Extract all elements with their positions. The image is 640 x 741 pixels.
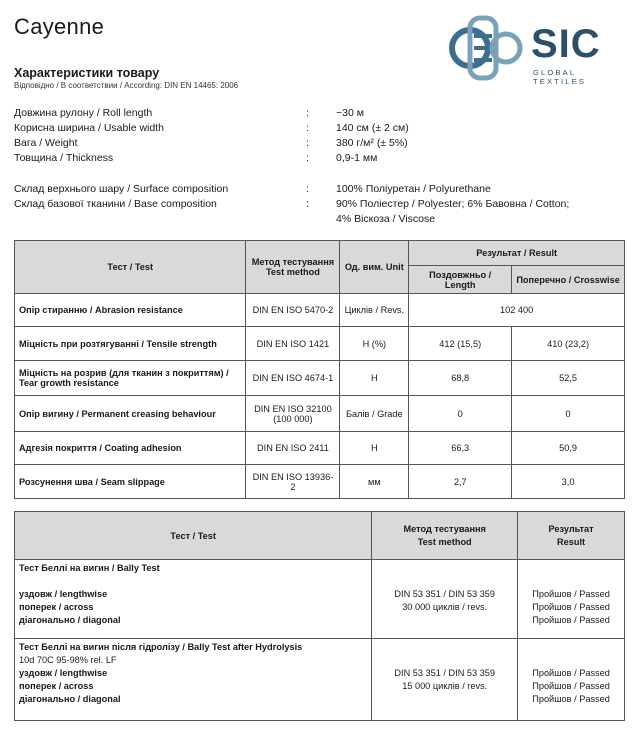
spec-value: 90% Поліестер / Polyester; 6% Бавовна / Cotton; [336, 198, 570, 210]
spec-separator: : [306, 183, 309, 195]
test-description [15, 560, 372, 639]
spec-separator: : [306, 152, 309, 164]
test-unit: Балів / Grade [340, 396, 409, 432]
test-direction: поперек / across [19, 681, 94, 691]
result-crosswise: 0 [512, 396, 625, 432]
result-length: 66,3 [409, 432, 512, 465]
logo-mark-icon [448, 12, 528, 84]
method-header-line: Метод тестування [403, 523, 486, 534]
test-name: Опір вигину / Permanent creasing behaviour [15, 396, 246, 432]
test-direction: уздовж / lengthwise [19, 589, 108, 599]
test-condition: 10d 70C 95-98% rel. LF [19, 655, 117, 665]
spec-label: Корисна ширина / Usable width [14, 122, 164, 134]
spec-label: Склад базової тканини / Base composition [14, 198, 217, 210]
result-combined: 102 400 [409, 294, 625, 327]
logo-subtext: GLOBAL TEXTILES [533, 68, 587, 86]
col-header-length: Поздовжньо / Length [409, 266, 512, 294]
spec-value: ~30 м [336, 107, 364, 119]
test-unit: Н [340, 432, 409, 465]
method-line: 15 000 циклів / revs. [402, 681, 488, 691]
spec-separator: : [306, 198, 309, 210]
spacer [19, 575, 367, 588]
test-unit: Н (%) [340, 327, 409, 361]
test-method: DIN EN ISO 5470-2 [246, 294, 340, 327]
method-line: 30 000 циклів / revs. [402, 602, 488, 612]
result-crosswise: 50,9 [512, 432, 625, 465]
spec-label: Склад верхнього шару / Surface composition [14, 183, 229, 195]
result-crosswise: 52,5 [512, 361, 625, 396]
test-description [15, 639, 372, 721]
spec-value: 380 г/м² (± 5%) [336, 137, 408, 149]
table-row [15, 396, 625, 432]
method-line: DIN 53 351 / DIN 53 359 [394, 589, 496, 599]
test-method: DIN EN ISO 32100 (100 000) [246, 396, 340, 432]
bally-test-table [14, 511, 625, 721]
method-line: DIN 53 351 / DIN 53 359 [394, 668, 496, 678]
test-name: Опір стиранню / Abrasion resistance [15, 294, 246, 327]
test-result [518, 639, 625, 721]
table-row [15, 639, 625, 721]
result-crosswise: 3,0 [512, 465, 625, 499]
test-method: DIN EN ISO 4674-1 [246, 361, 340, 396]
col-header-test: Тест / Test [15, 241, 246, 294]
spec-label: Вага / Weight [14, 137, 78, 149]
test-unit: мм [340, 465, 409, 499]
sic-logo [448, 12, 628, 84]
test-name: Міцність на розрив (для тканин з покриттям) / Tear growth resistance [15, 361, 246, 396]
result-line: Пройшов / Passed [532, 694, 610, 704]
test-unit: Циклів / Revs. [340, 294, 409, 327]
test-direction: поперек / across [19, 602, 94, 612]
result-line: Пройшов / Passed [532, 602, 610, 612]
test-direction: діагонально / diagonal [19, 694, 121, 704]
col-header-result: Результат / Result [409, 241, 625, 266]
col-header-test: Тест / Test [15, 512, 372, 560]
properties-table [14, 240, 625, 499]
product-title: Cayenne [14, 14, 105, 39]
spec-separator: : [306, 122, 309, 134]
logo-text: SIC [531, 22, 601, 66]
col-header-crosswise: Поперечно / Crosswise [512, 266, 625, 294]
spec-label: Товщина / Thickness [14, 152, 114, 164]
result-length: 0 [409, 396, 512, 432]
result-length: 412 (15,5) [409, 327, 512, 361]
result-line: Пройшов / Passed [532, 668, 610, 678]
test-unit: Н [340, 361, 409, 396]
result-line: Пройшов / Passed [532, 681, 610, 691]
table-row [15, 560, 625, 639]
test-direction: діагонально / diagonal [19, 615, 121, 625]
table-row [15, 432, 625, 465]
test-title: Тест Беллі на вигин після гідролізу / Bally Test after Hydrolysis [19, 642, 303, 652]
test-method [372, 639, 518, 721]
test-method: DIN EN ISO 2411 [246, 432, 340, 465]
spec-label: Довжина рулону / Roll length [14, 107, 153, 119]
result-length: 68,8 [409, 361, 512, 396]
col-header-result [518, 512, 625, 560]
spec-value-continued: 4% Віскоза / Viscose [336, 213, 436, 225]
spec-separator: : [306, 107, 309, 119]
result-header-line: Результат [548, 523, 594, 534]
spec-value: 140 см (± 2 см) [336, 122, 409, 134]
table-row [15, 465, 625, 499]
section-title: Характеристики товару [14, 66, 160, 80]
col-header-unit: Од. вим. Unit [340, 241, 409, 294]
test-method: DIN EN ISO 13936-2 [246, 465, 340, 499]
result-line: Пройшов / Passed [532, 615, 610, 625]
test-name: Адгезія покриття / Coating adhesion [15, 432, 246, 465]
test-name: Міцність при розтягуванні / Tensile strength [15, 327, 246, 361]
section-subtitle: Відповідно / В соответствии / According: DIN EN 14465: 2006 [14, 81, 239, 90]
spec-value: 100% Поліуретан / Polyurethane [336, 183, 491, 195]
test-direction: уздовж / lengthwise [19, 668, 108, 678]
spec-value: 0,9-1 мм [336, 152, 378, 164]
test-result [518, 560, 625, 639]
table-row [15, 327, 625, 361]
table-row [15, 361, 625, 396]
test-name: Розсунення шва / Seam slippage [15, 465, 246, 499]
test-title: Тест Беллі на вигин / Bally Test [19, 563, 160, 573]
result-length: 2,7 [409, 465, 512, 499]
spec-separator: : [306, 137, 309, 149]
result-header-line: Result [557, 536, 586, 547]
col-header-method [372, 512, 518, 560]
result-crosswise: 410 (23,2) [512, 327, 625, 361]
test-method [372, 560, 518, 639]
test-method: DIN EN ISO 1421 [246, 327, 340, 361]
method-header-line: Test method [417, 536, 472, 547]
result-line: Пройшов / Passed [532, 589, 610, 599]
table-row [15, 294, 625, 327]
col-header-method: Метод тестування Test method [246, 241, 340, 294]
